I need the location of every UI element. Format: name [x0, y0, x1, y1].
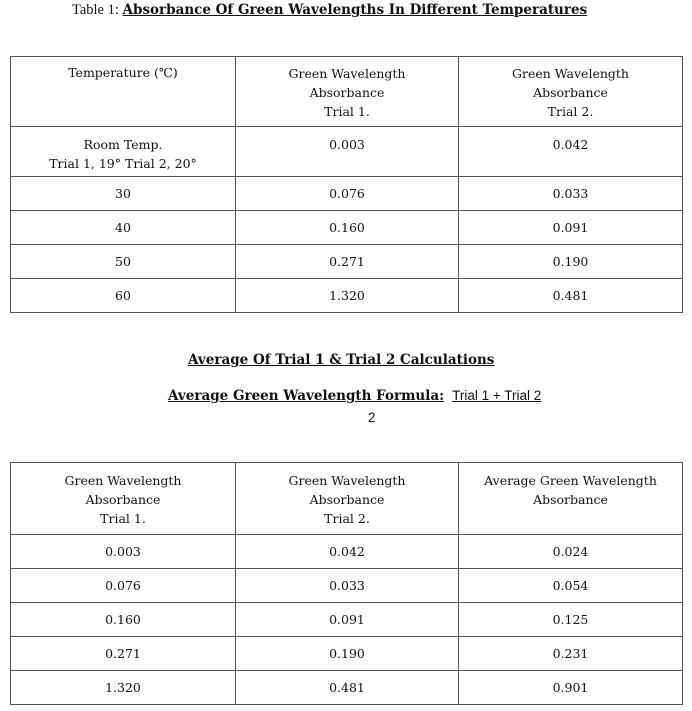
- table-row: [11, 127, 683, 177]
- table-cell: 50: [11, 245, 236, 279]
- table-row: [11, 279, 683, 313]
- table-row: [11, 177, 683, 211]
- caption-title: Absorbance Of Green Wavelengths In Different Temperatures: [122, 2, 588, 18]
- table-cell: 0.190: [236, 637, 459, 671]
- table-cell: 0.076: [11, 569, 236, 603]
- table-header-row: [11, 463, 683, 535]
- header-cell: Average Green Wavelength Absorbance: [459, 463, 683, 535]
- caption-prefix: Table 1:: [72, 2, 123, 18]
- average-absorbance-table: [10, 462, 683, 705]
- table-row: [11, 211, 683, 245]
- header-cell: Temperature (℃): [11, 57, 236, 127]
- table-cell: 0.042: [459, 127, 683, 177]
- table-cell: 0.231: [459, 637, 683, 671]
- table-cell: 0.091: [459, 211, 683, 245]
- table-cell: 0.160: [11, 603, 236, 637]
- header-cell: Green Wavelength Absorbance Trial 2.: [459, 57, 683, 127]
- table-cell: 0.271: [236, 245, 459, 279]
- table-cell: 0.091: [236, 603, 459, 637]
- table-cell: 0.125: [459, 603, 683, 637]
- table-cell: 0.042: [236, 535, 459, 569]
- table-row: [11, 671, 683, 705]
- table-cell: 0.024: [459, 535, 683, 569]
- table-cell: 0.160: [236, 211, 459, 245]
- formula-line: [168, 388, 541, 404]
- table-cell: 0.033: [236, 569, 459, 603]
- table-header-row: [11, 57, 683, 127]
- table-cell: 0.003: [236, 127, 459, 177]
- header-cell: Green Wavelength Absorbance Trial 2.: [236, 463, 459, 535]
- formula-numerator: Trial 1 + Trial 2: [452, 388, 542, 403]
- table-cell: 40: [11, 211, 236, 245]
- table-cell: 30: [11, 177, 236, 211]
- table-row: [11, 535, 683, 569]
- header-cell: Green Wavelength Absorbance Trial 1.: [236, 57, 459, 127]
- formula-denominator: 2: [368, 410, 376, 425]
- calculations-title: Average Of Trial 1 & Trial 2 Calculations: [188, 352, 495, 368]
- table-cell: 60: [11, 279, 236, 313]
- formula-label: Average Green Wavelength Formula:: [168, 388, 445, 404]
- table-cell: 0.481: [459, 279, 683, 313]
- table-cell: 0.901: [459, 671, 683, 705]
- table-cell: 0.190: [459, 245, 683, 279]
- header-cell: Green Wavelength Absorbance Trial 1.: [11, 463, 236, 535]
- table-cell: 0.481: [236, 671, 459, 705]
- table-cell: 0.054: [459, 569, 683, 603]
- table-row: [11, 637, 683, 671]
- table-cell: 0.271: [11, 637, 236, 671]
- table-cell: 0.033: [459, 177, 683, 211]
- table-cell: 1.320: [236, 279, 459, 313]
- table-cell: 0.076: [236, 177, 459, 211]
- table-cell: 1.320: [11, 671, 236, 705]
- table-row: [11, 245, 683, 279]
- temperature-absorbance-table: [10, 56, 683, 313]
- table-cell: 0.003: [11, 535, 236, 569]
- table-row: [11, 569, 683, 603]
- table-row: [11, 603, 683, 637]
- table-cell: Room Temp. Trial 1, 19° Trial 2, 20°: [11, 127, 236, 177]
- table-caption: [72, 2, 587, 19]
